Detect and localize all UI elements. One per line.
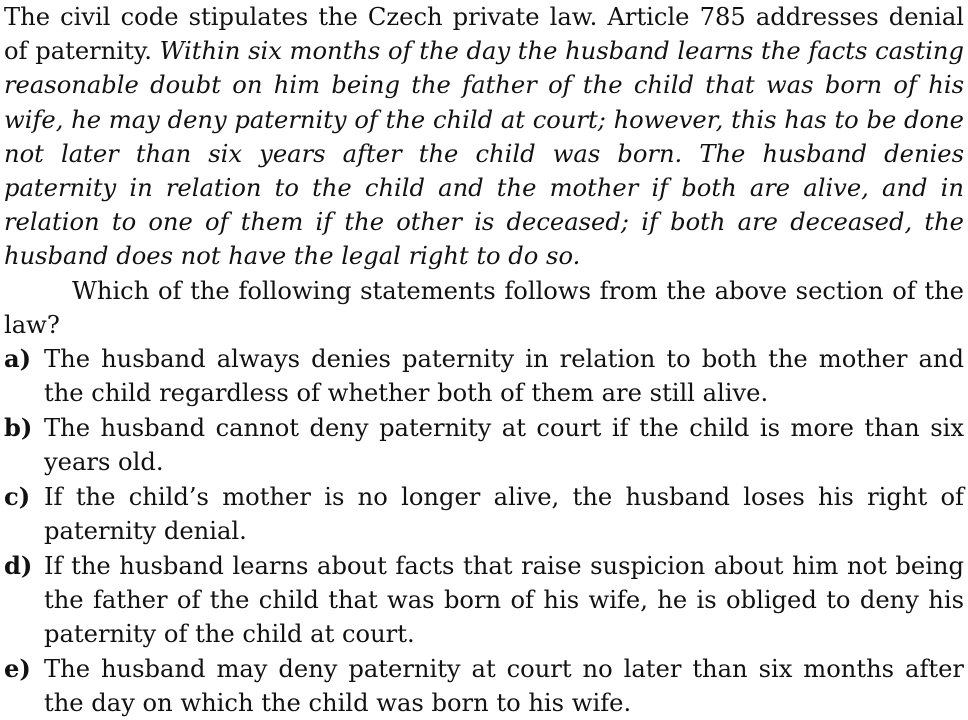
option-a-label: a)	[4, 344, 32, 374]
option-e-text: The husband may deny paternity at court no later than six months after the day on which the child was born to his wife.	[44, 654, 964, 718]
option-b[interactable]	[4, 411, 964, 479]
option-c-text: If the child’s mother is no longer alive, the husband loses his right of paternity denial.	[44, 482, 964, 546]
option-c-label: c)	[4, 481, 31, 511]
option-a-text: The husband always denies paternity in relation to both the mother and the child regardless of whether both of them are still alive.	[44, 345, 964, 408]
option-d-label: d)	[4, 550, 33, 580]
option-d-text: If the husband learns about facts that raise suspicion about him not being the father of the child that was born of his wife, he is obliged to deny his paternity of the child at court.	[44, 551, 964, 649]
question-text: Which of the following statements follows from the above section of the law?	[4, 276, 964, 339]
intro-lead-text: The civil code stipulates the Czech private law. Article 785 addresses denial of paternity.	[4, 3, 964, 66]
option-e-label: e)	[4, 653, 31, 683]
intro-paragraph	[4, 0, 964, 274]
option-d[interactable]	[4, 549, 964, 652]
statute-quote: Within six months of the day the husband learns the facts casting reasonable doubt on him being the father of the child that was born of his wife, he may deny paternity of the child at court; however, this has to be done not later than six years after the child was born. The husband denies paternity in relation to the child and the mother if both are alive, and in relation to one of them if the other is deceased; if both are deceased, the husband does not have the legal right to do so.	[4, 37, 964, 271]
option-c[interactable]	[4, 480, 964, 548]
option-b-text: The husband cannot deny paternity at court if the child is more than six years old.	[44, 413, 964, 477]
answer-options-list	[4, 342, 964, 720]
option-a[interactable]	[4, 342, 964, 410]
option-b-label: b)	[4, 412, 33, 442]
option-e[interactable]	[4, 652, 964, 720]
